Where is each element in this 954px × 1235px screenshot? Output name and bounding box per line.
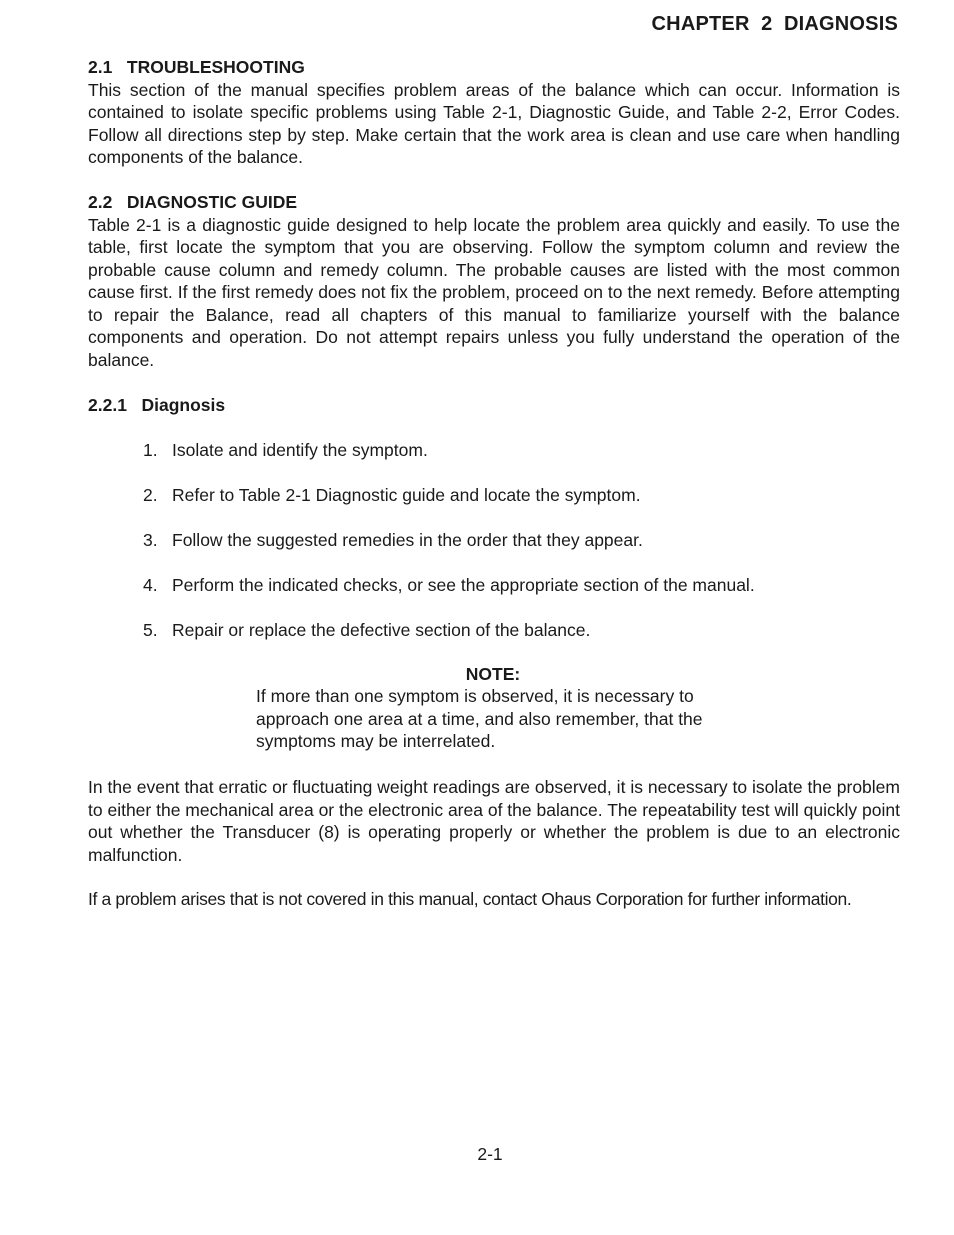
contact-paragraph: If a problem arises that is not covered in this manual, contact Ohaus Corporation for further information. [88,889,852,909]
diagnostic-guide-paragraph: Table 2-1 is a diagnostic guide designed to help locate the problem area quickly and easily. To use the table, first locate the symptom that you are observing. Follow the symptom column and review the probable cause column and remedy column. The probable causes are listed with the most common cause first. If the first remedy does not fix the problem, proceed on to the next remedy. Before attempting to repair the Balance, read all chapters of this manual to familiarize yourself with the balance components and operation. Do not attempt repairs unless you fully understand the operation of the balance. [88,214,900,370]
troubleshooting-paragraph: This section of the manual specifies problem areas of the balance which can occur. Information is contained to isolate specific problems using Table 2-1, Diagnostic Guide, and Table 2-2, Error Codes. Follow all directions step by step. Make certain that the work area is clean and use care when handling components of the balance. [88,79,900,167]
section-troubleshooting [88,56,900,169]
section-heading-diagnosis: 2.2.1 Diagnosis [88,395,226,415]
step-text: Follow the suggested remedies in the order that they appear. [172,530,643,550]
note-line: symptoms may be interrelated. [256,731,496,751]
note-line: If more than one symptom is observed, it is necessary to [256,686,694,706]
list-item [143,484,641,507]
section-contact [88,888,900,911]
note-title: NOTE: [465,664,521,684]
step-number: 4. [143,575,158,595]
chapter-title: CHAPTER 2 DIAGNOSIS [651,13,898,35]
step-text: Repair or replace the defective section of the balance. [172,620,591,640]
step-text: Perform the indicated checks, or see the appropriate section of the manual. [172,575,755,595]
step-number: 5. [143,620,158,640]
section-heading-troubleshooting: 2.1 TROUBLESHOOTING [88,57,305,77]
section-diagnostic-guide [88,191,900,371]
list-item [143,619,590,642]
note-body [256,685,746,753]
step-text: Isolate and identify the symptom. [172,440,428,460]
step-number: 2. [143,485,158,505]
step-number: 3. [143,530,158,550]
list-item [143,439,428,462]
list-item [143,574,755,597]
erratic-readings-paragraph: In the event that erratic or fluctuating weight readings are observed, it is necessary to isolate the problem to either the mechanical area or the electronic area of the balance. The repeatability test will quickly point out whether the Transducer (8) is operating properly or whether the problem is due to an electronic malfunction. [88,777,900,865]
section-erratic-readings [88,776,900,866]
note-line: approach one area at a time, and also remember, that the [256,708,703,729]
section-heading-diagnostic-guide: 2.2 DIAGNOSTIC GUIDE [88,192,298,212]
page-number: 2-1 [477,1144,503,1164]
list-item [143,529,643,552]
step-number: 1. [143,440,158,460]
section-diagnosis [88,394,900,417]
step-text: Refer to Table 2-1 Diagnostic guide and locate the symptom. [172,485,641,505]
